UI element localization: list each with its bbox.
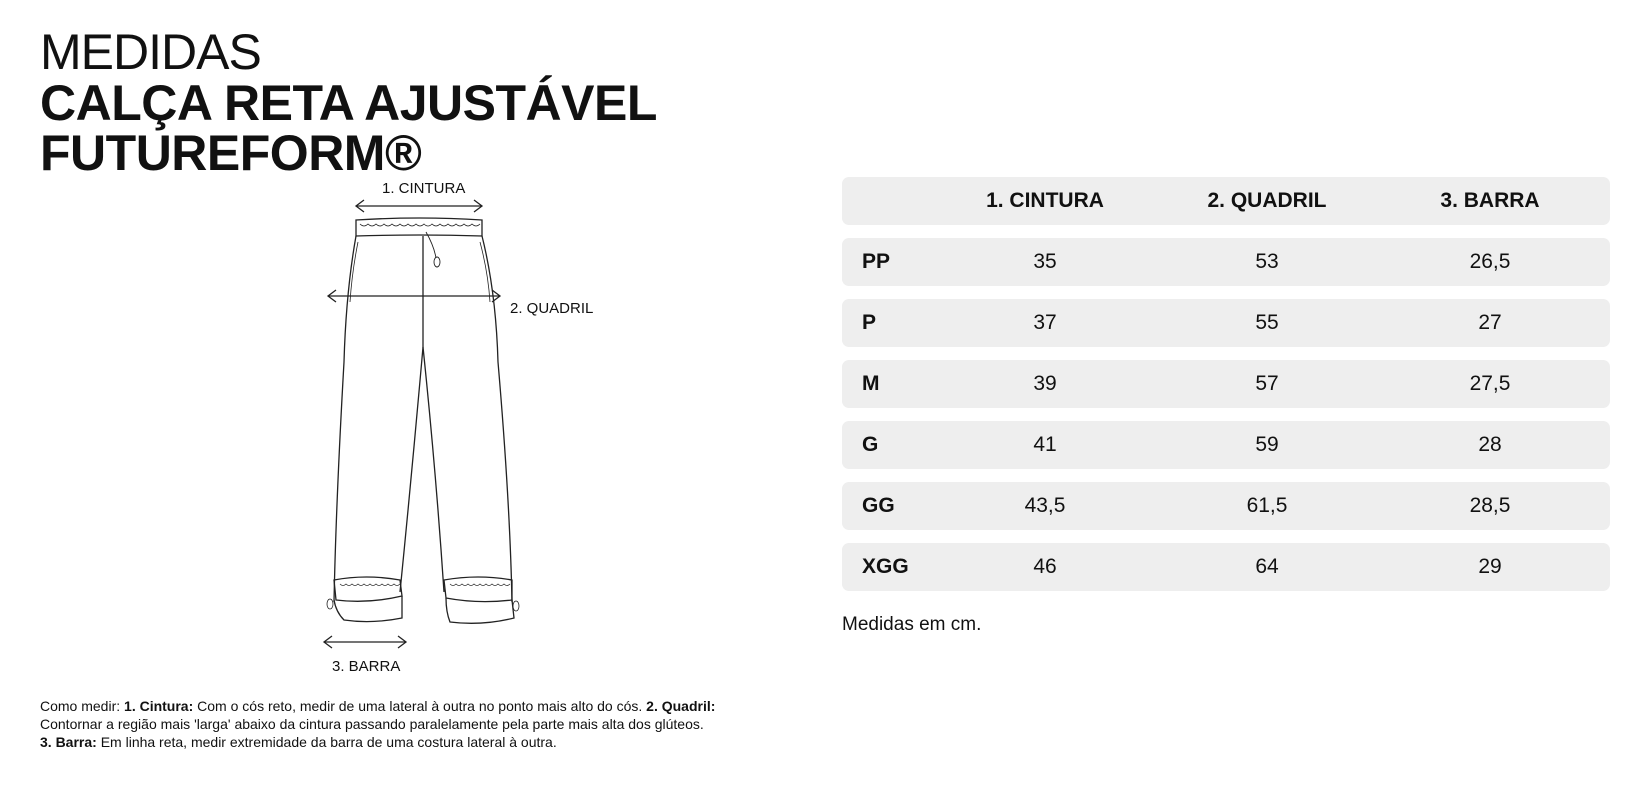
quadril-value: 53 (1255, 250, 1279, 273)
table-row (842, 360, 1610, 408)
quadril-label: 2. Quadril: (646, 698, 716, 714)
cintura-value: 39 (1033, 372, 1057, 395)
page-title-light: MEDIDAS (40, 24, 261, 80)
page-title-line2: FUTUREFORM® (40, 125, 422, 181)
label-cintura: 1. CINTURA (382, 180, 466, 197)
size-label: GG (862, 494, 895, 517)
cintura-value: 46 (1033, 555, 1057, 578)
size-label: PP (862, 250, 891, 273)
barra-value: 27 (1478, 311, 1502, 334)
page-header (40, 24, 740, 181)
cintura-label: 1. Cintura: (124, 698, 194, 714)
barra-value: 28,5 (1469, 494, 1511, 517)
table-row (842, 238, 1610, 286)
size-label: G (862, 433, 879, 456)
cintura-value: 41 (1033, 433, 1057, 456)
size-table (842, 177, 1610, 604)
quadril-value: 64 (1255, 555, 1279, 578)
cintura-value: 37 (1033, 311, 1057, 334)
cintura-instructions: Com o cós reto, medir de uma lateral à outra no ponto mais alto do cós. (193, 698, 647, 714)
barra-label: 3. Barra: (40, 734, 97, 750)
quadril-instructions: Contornar a região mais 'larga' abaixo da cintura passando paralelamente pela parte mais alta dos glúteos. (40, 716, 704, 732)
quadril-value: 55 (1255, 311, 1279, 334)
instructions-intro: Como medir: (40, 698, 125, 714)
units-note: Medidas em cm. (842, 614, 982, 635)
table-row (842, 482, 1610, 530)
pants-diagram (300, 172, 640, 675)
page-title-line1: CALÇA RETA AJUSTÁVEL (40, 75, 657, 131)
quadril-value: 59 (1255, 433, 1279, 456)
table-row (842, 299, 1610, 347)
barra-value: 26,5 (1469, 250, 1511, 273)
label-quadril: 2. QUADRIL (510, 300, 594, 317)
barra-instructions: Em linha reta, medir extremidade da barra de uma costura lateral à outra. (96, 734, 557, 750)
quadril-value: 61,5 (1246, 494, 1288, 517)
cintura-value: 35 (1033, 250, 1057, 273)
table-header-row (842, 177, 1610, 225)
table-row (842, 421, 1610, 469)
label-barra: 3. BARRA (332, 658, 401, 675)
size-label: M (862, 372, 880, 395)
table-row (842, 543, 1610, 591)
quadril-value: 57 (1255, 372, 1279, 395)
size-label: XGG (862, 555, 909, 578)
measuring-instructions (40, 697, 760, 751)
header-cintura: 1. CINTURA (986, 189, 1104, 212)
barra-value: 29 (1478, 555, 1502, 578)
barra-value: 27,5 (1469, 372, 1511, 395)
cintura-value: 43,5 (1024, 494, 1066, 517)
pants-drawing (300, 172, 640, 672)
header-quadril: 2. QUADRIL (1207, 189, 1327, 212)
header-barra: 3. BARRA (1440, 189, 1540, 212)
size-label: P (862, 311, 877, 334)
barra-value: 28 (1478, 433, 1502, 456)
